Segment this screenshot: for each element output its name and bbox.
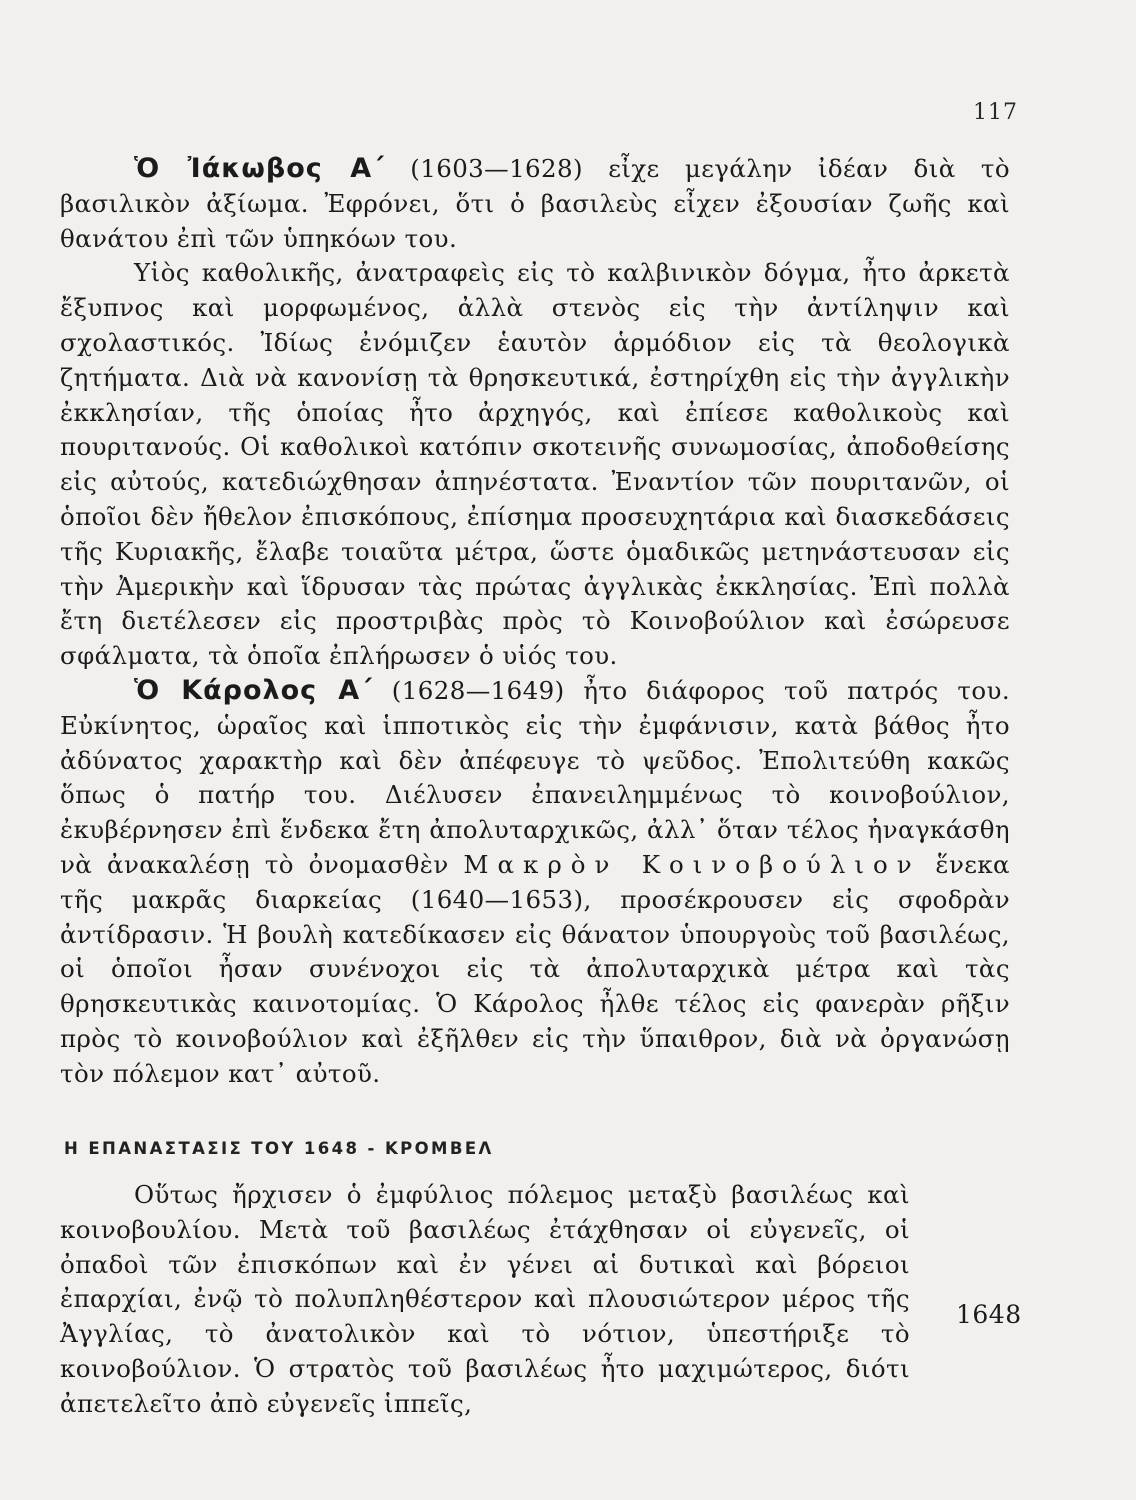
section-heading: Η ΕΠΑΝΑΣΤΑΣΙΣ ΤΟΥ 1648 - ΚΡΟΜΒΕΛ: [64, 1139, 494, 1158]
paragraph-text: Οὕτως ἤρχισεν ὁ ἐμφύλιος πόλεμος μεταξὺ βασιλέως καὶ κοινοβουλίου. Μετὰ τοῦ βασιλέως ἐτάχθησαν οἱ εὐγενεῖς, οἱ ὀπαδοὶ τῶν ἐπισκόπων καὶ ἐν γένει αἱ δυτικαὶ καὶ βόρειοι ἐπαρχίαι, ἐνῷ τὸ πολυπληθέστερον καὶ πλουσιώτερον μέρος τῆς Ἀγγλίας, τὸ ἀνατολικὸν καὶ τὸ νότιον, ὑπεστήριξε τὸ κοινοβούλιον. Ὁ στρατὸς τοῦ βασιλέως ἦτο μαχιμώτερος, διότι ἀπετελεῖτο ἀπὸ εὐγενεῖς ἱππεῖς,: [60, 1180, 910, 1418]
spaced-term-long-parliament: Μακρὸν Κοινοβούλιον: [463, 849, 921, 879]
section-text-block: [60, 1178, 910, 1422]
paragraph-james-i: [60, 152, 1010, 256]
bold-lead-charles-i: Ὁ Κάρολος Α΄: [134, 674, 374, 706]
paragraph-charles-i: [60, 674, 1010, 1092]
margin-year-note: 1648: [956, 1300, 1022, 1329]
paragraph-civil-war: [60, 1178, 910, 1422]
page-number: 117: [973, 100, 1018, 125]
paragraph-text: ἕνεκα τῆς μακρᾶς διαρκείας (1640—1653), προσέκρουσεν εἰς σφοδρὰν ἀντίδρασιν. Ἡ βουλὴ κατεδίκασεν εἰς θάνατον ὑπουργοὺς τοῦ βασιλέως, οἱ ὁποῖοι ἦσαν συνένοχοι εἰς τὰ ἀπολυταρχικὰ μέτρα καὶ τὰς θρησκευτικὰς καινοτομίας. Ὁ Κάρολος ἦλθε τέλος εἰς φανερὰν ρῆξιν πρὸς τὸ κοινοβούλιον καὶ ἐξῆλθεν εἰς τὴν ὕπαιθρον, διὰ νὰ ὀργανώσῃ τὸν πόλεμον κατ᾿ αὐτοῦ.: [60, 849, 1011, 1088]
paragraph-text: Υἱὸς καθολικῆς, ἀνατραφεὶς εἰς τὸ καλβινικὸν δόγμα, ἦτο ἀρκετὰ ἔξυπνος καὶ μορφωμένος, ἀλλὰ στενὸς εἰς τὴν ἀντίληψιν καὶ σχολαστικός. Ἰδίως ἐνόμιζεν ἑαυτὸν ἁρμόδιον εἰς τὰ θεολογικὰ ζητήματα. Διὰ νὰ κανονίσῃ τὰ θρησκευτικά, ἐστηρίχθη εἰς τὴν ἀγγλικὴν ἐκκλησίαν, τῆς ὁποίας ἦτο ἀρχηγός, καὶ ἐπίεσε καθολικοὺς καὶ πουριτανούς. Οἱ καθολικοὶ κατόπιν σκοτεινῆς συνωμοσίας, ἀποδοθείσης εἰς αὐτούς, κατεδιώχθησαν ἀπηνέστατα. Ἐναντίον τῶν πουριτανῶν, οἱ ὁποῖοι δὲν ἤθελον ἐπισκόπους, ἐπίσημα προσευχητάρια καὶ διασκεδάσεις τῆς Κυριακῆς, ἔλαβε τοιαῦτα μέτρα, ὥστε ὁμαδικῶς μετηνάστευσαν εἰς τὴν Ἀμερικὴν καὶ ἵδρυσαν τὰς πρώτας ἀγγλικὰς ἐκκλησίας. Ἐπὶ πολλὰ ἔτη διετέλεσεν εἰς προστριβὰς πρὸς τὸ Κοινοβούλιον καὶ ἐσώρευσε σφάλματα, τὰ ὁποῖα ἐπλήρωσεν ὁ υἱός του.: [60, 258, 1010, 671]
paragraph-text: (1603—1628) εἶχε μεγάλην ἰδέαν διὰ τὸ βασιλικὸν ἀξίωμα. Ἐφρόνει, ὅτι ὁ βασιλεὺς εἶχεν ἐξουσίαν ζωῆς καὶ θανάτου ἐπὶ τῶν ὑπηκόων του.: [60, 154, 1010, 253]
main-text-block: [60, 152, 1010, 1092]
paragraph-james-policy: [60, 256, 1010, 674]
paragraph-text: (1628—1649) ἦτο διάφορος τοῦ πατρός του. Εὐκίνητος, ὡραῖος καὶ ἱπποτικὸς εἰς τὴν ἐμφάνισιν, κατὰ βάθος ἦτο ἀδύνατος χαρακτὴρ καὶ δὲν ἀπέφευγε τὸ ψεῦδος. Ἐπολιτεύθη κακῶς ὅπως ὁ πατήρ του. Διέλυσεν ἐπανειλημμένως τὸ κοινοβούλιον, ἐκυβέρνησεν ἐπὶ ἕνδεκα ἔτη ἀπολυταρχικῶς, ἀλλ᾿ ὅταν τέλος ἠναγκάσθη νὰ ἀνακαλέσῃ τὸ ὀνομασθὲν: [60, 675, 1011, 879]
bold-lead-james-i: Ὁ Ἰάκωβος Α΄: [134, 153, 386, 184]
